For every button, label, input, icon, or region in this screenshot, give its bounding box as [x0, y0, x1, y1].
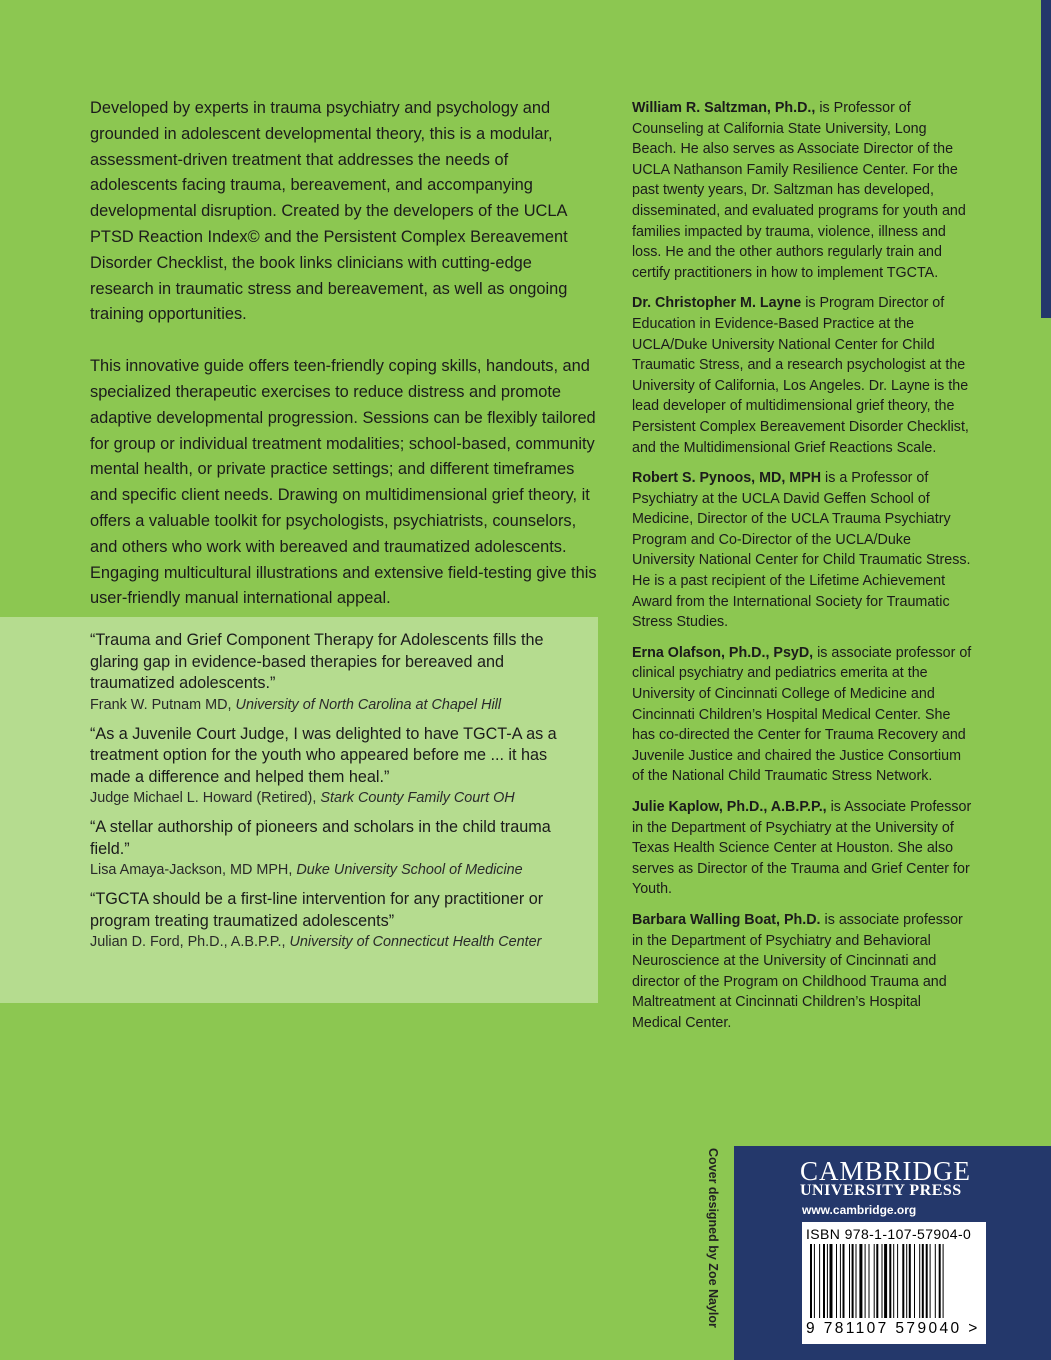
barcode-bar [869, 1244, 870, 1318]
author-description: is Professor of Counseling at California State University, Long Beach. He also serves as Associate Director of the UCLA Nathanson Family Resilience Center. For the past twenty years, Dr. Saltzman has developed, disseminated, and evaluated programs for youth and families impacted by trauma, violence, illness and loss. He and the other authors regularly train and certify practitioners in how to implement TGCTA. [632, 100, 966, 281]
barcode-bar [926, 1244, 928, 1318]
endorsement-quote: “TGCTA should be a first-line intervention for any practitioner or program treating traumatized adolescents” [90, 890, 544, 930]
publisher-subname: UNIVERSITY PRESS [800, 1182, 962, 1199]
endorsement-source [90, 860, 590, 880]
author-bio [632, 468, 972, 633]
publisher-panel [734, 1146, 1051, 1360]
barcode-bar [876, 1244, 878, 1318]
barcode-bar [909, 1244, 911, 1318]
endorsement-source [90, 788, 590, 808]
barcode-bar [827, 1244, 828, 1318]
barcode-bar [943, 1244, 944, 1318]
barcode-bar [914, 1244, 915, 1318]
author-name: Barbara Walling Boat, Ph.D. [632, 911, 821, 928]
description-paragraph-1: Developed by experts in trauma psychiatry and psychology and grounded in adolescent developmental theory, this is a modular, assessment-driven treatment that addresses the needs of adolescents facing trauma, bereavement, and accompanying developmental disruption. Created by the developers of the UCLA PTSD Reaction Index© and the Persistent Complex Bereavement Disorder Checklist, the book links clinicians with cutting-edge research in traumatic stress and bereavement, as well as ongoing training opportunities. [90, 99, 568, 324]
isbn-barcode [802, 1222, 986, 1344]
barcode-bar [935, 1244, 936, 1318]
endorsements [90, 630, 590, 961]
spine-edge [1041, 0, 1051, 318]
barcode-bar [830, 1244, 833, 1318]
publisher-url: www.cambridge.org [802, 1203, 917, 1217]
barcode-bar [902, 1244, 904, 1318]
barcode-bar [810, 1244, 812, 1318]
barcode-bar [919, 1244, 920, 1318]
author-description: is Program Director of Education in Evidence-Based Practice at the UCLA/Duke University National Center for Child Traumatic Stress, and a research psychologist at the University of California, Los Angeles. Dr. Layne is the lead developer of multidimensional grief theory, the Persistent Complex Bereavement Disorder Checklist, and the Multidimensional Grief Reactions Scale. [632, 295, 969, 456]
barcode-bar [843, 1244, 845, 1318]
endorsement [90, 630, 590, 715]
author-bio [632, 910, 972, 1034]
barcode-bar [874, 1244, 875, 1318]
barcode-bar [852, 1244, 854, 1318]
barcode-bar [823, 1244, 825, 1318]
endorser-affiliation: Stark County Family Court OH [320, 790, 515, 806]
barcode-bars [810, 1244, 978, 1318]
author-name: Julie Kaplow, Ph.D., A.B.P.P., [632, 799, 827, 815]
author-description: is a Professor of Psychiatry at the UCLA David Geffen School of Medicine, Director of the UCLA Trauma Psychiatry Program and Co-Director of the UCLA/Duke University National Center for Child Traumatic Stress. He is a past recipient of the Lifetime Achievement Award from the International Society for Traumatic Stress Studies. [632, 470, 971, 631]
barcode-bar [884, 1244, 887, 1318]
author-description: is associate professor of clinical psychiatry and pediatrics emerita at the University of Cincinnati College of Medicine and Cincinnati Children’s Hospital Medical Center. She has co-directed the Center for Trauma Recovery and Juvenile Justice and chaired the Justice Consortium of the National Child Traumatic Stress Network. [632, 644, 972, 785]
barcode-bar [840, 1244, 841, 1318]
endorser-affiliation: University of North Carolina at Chapel Hill [235, 696, 502, 713]
author-name: Erna Olafson, Ph.D., PsyD, [632, 644, 814, 661]
barcode-bar [814, 1244, 815, 1318]
barcode-bar [865, 1244, 866, 1318]
author-name: Dr. Christopher M. Layne [632, 295, 802, 312]
barcode-digits: 9 781107 579040 > [806, 1320, 980, 1337]
author-bio [632, 643, 972, 787]
endorsement-source [90, 932, 590, 952]
barcode-bar [930, 1244, 931, 1318]
author-name: Robert S. Pynoos, MD, MPH [632, 470, 822, 487]
barcode-bar [893, 1244, 894, 1318]
barcode-bar [819, 1244, 820, 1318]
endorser-affiliation: Duke University School of Medicine [296, 862, 523, 878]
endorser-name: Judge Michael L. Howard (Retired), [90, 790, 317, 806]
endorser-name: Julian D. Ford, Ph.D., A.B.P.P., [90, 934, 286, 950]
endorsement-quote: “A stellar authorship of pioneers and scholars in the child trauma field.” [90, 818, 551, 858]
endorsement [90, 889, 590, 952]
isbn-label: ISBN 978-1-107-57904-0 [806, 1226, 972, 1242]
author-name: William R. Saltzman, Ph.D., [632, 100, 816, 116]
barcode-bar [859, 1244, 862, 1318]
author-description: is associate professor in the Department of Psychiatry and Behavioral Neuroscience at the University of Cincinnati and director of the Program on Childhood Trauma and Maltreatment at Cincinnati Children’s Hospital Medical Center. [632, 911, 963, 1031]
endorsement [90, 817, 590, 880]
book-description [90, 96, 600, 638]
barcode-bar [849, 1244, 850, 1318]
endorsement-source [90, 695, 590, 715]
barcode-bar [882, 1244, 883, 1318]
cover-credit [700, 1148, 720, 1328]
author-bio [632, 98, 972, 283]
barcode-bar [897, 1244, 898, 1318]
endorser-affiliation: University of Connecticut Health Center [289, 934, 542, 950]
barcode-bar [906, 1244, 907, 1318]
description-paragraph-2: This innovative guide offers teen-friendly coping skills, handouts, and specialized therapeutic exercises to reduce distress and promote adaptive developmental progression. Sessions can be flexibly tailored for group or individual treatment modalities; school-based, community mental health, or private practice settings; and different timeframes and specific client needs. Drawing on multidimensional grief theory, it offers a valuable toolkit for psychologists, psychiatrists, counselors, and others who work with bereaved and traumatized adolescents. Engaging multicultural illustrations and extensive field-testing give this user-friendly manual international appeal. [90, 357, 597, 608]
author-bios [632, 98, 972, 1044]
endorsement [90, 724, 590, 809]
author-bio [632, 797, 972, 900]
barcode-bar [856, 1244, 857, 1318]
author-bio [632, 293, 972, 458]
barcode-bar [836, 1244, 837, 1318]
cover-credit-text: Cover designed by Zoe Naylor [706, 1148, 720, 1328]
endorser-name: Lisa Amaya-Jackson, MD MPH, [90, 862, 293, 878]
barcode-bar [889, 1244, 891, 1318]
endorsement-quote: “Trauma and Grief Component Therapy for Adolescents fills the glaring gap in evidence-based therapies for bereaved and traumatized adolescents.” [90, 631, 544, 692]
barcode-bar [922, 1244, 924, 1318]
endorser-name: Frank W. Putnam MD, [90, 696, 232, 713]
author-description: is Associate Professor in the Department of Psychiatry at the University of Texas Health Science Center at Houston. She also serves as Director of the Trauma and Grief Center for Youth. [632, 799, 972, 898]
endorsement-quote: “As a Juvenile Court Judge, I was delighted to have TGCT-A as a treatment option for the youth who appeared before me ... it has made a difference and helped them heal.” [90, 724, 557, 786]
barcode-bar [939, 1244, 941, 1318]
publisher-name: CAMBRIDGE [800, 1156, 972, 1186]
